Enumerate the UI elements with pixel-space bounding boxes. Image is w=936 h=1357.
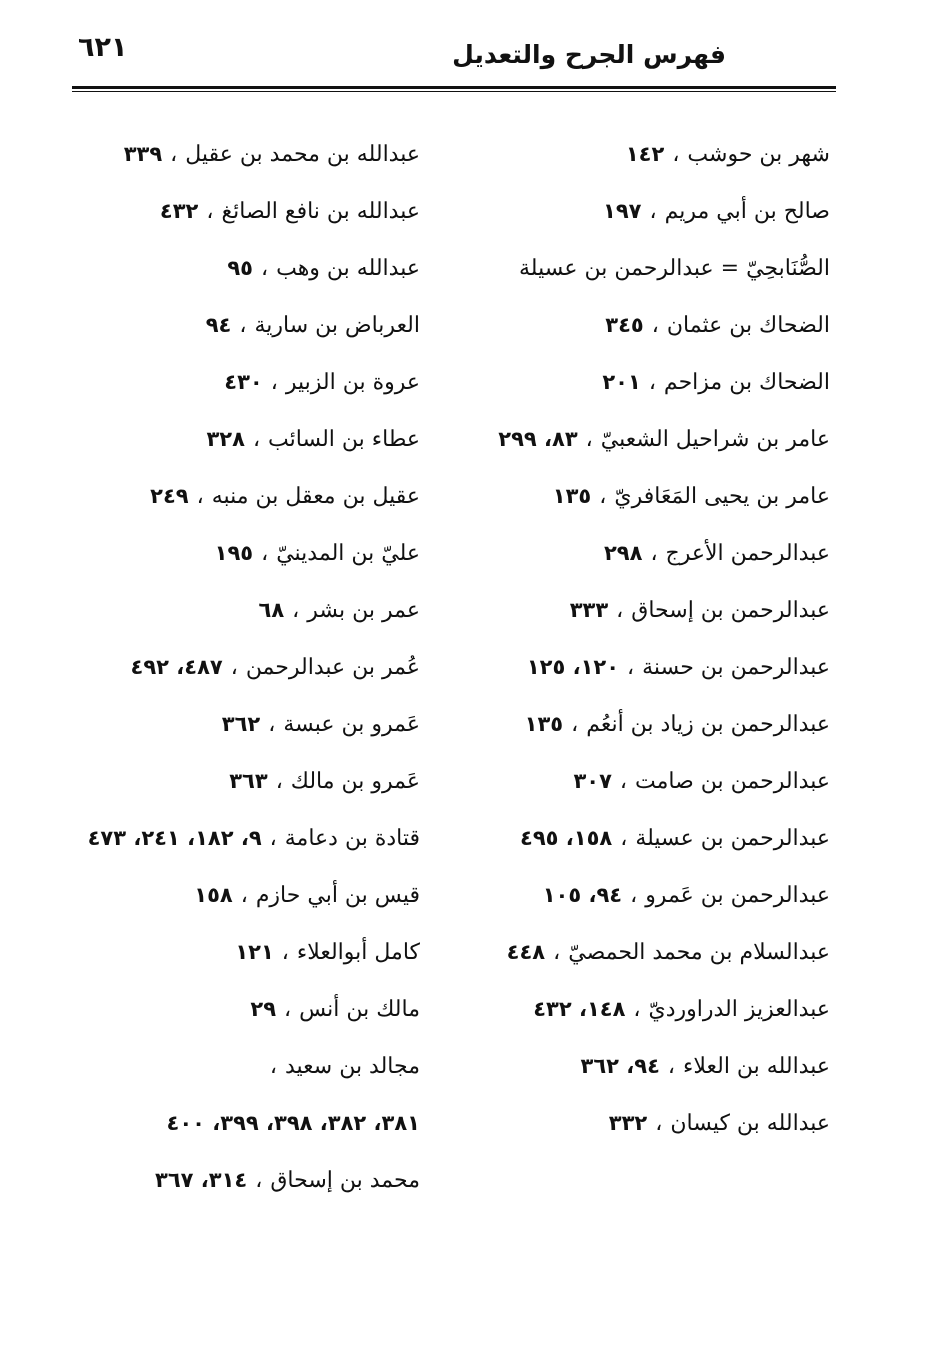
index-entry — [490, 582, 830, 639]
entry-pages: ١٩٥ — [214, 541, 254, 565]
index-entry — [490, 525, 830, 582]
entry-name: مجالد بن سعيد — [284, 1054, 420, 1079]
header-rule-thin — [72, 91, 836, 92]
entry-separator: ، — [255, 1168, 263, 1193]
entry-pages: ٩٤، ١٠٥ — [542, 883, 623, 907]
entry-separator: ، — [196, 484, 204, 509]
index-entry — [70, 468, 420, 525]
index-entry — [70, 354, 420, 411]
entry-pages: ٣٦٣ — [229, 769, 268, 793]
entry-pages: ١٣٥ — [524, 712, 564, 736]
entry-pages: ٤٣٠ — [224, 370, 263, 394]
entry-separator: ، — [651, 313, 659, 338]
index-entry — [70, 1038, 420, 1152]
entry-pages: ١٥٨، ٤٩٥ — [520, 826, 613, 850]
entry-separator: ، — [649, 199, 657, 224]
entry-pages: ٩، ١٨٢، ٢٤١، ٤٧٣ — [87, 826, 262, 850]
entry-pages: ٢٠١ — [602, 370, 641, 394]
entry-separator: ، — [260, 256, 269, 281]
entry-name: عليّ بن المدينيّ — [276, 541, 420, 566]
entry-name: قتادة بن دعامة — [284, 826, 420, 851]
entry-pages: ٤٨٧، ٤٩٢ — [130, 655, 223, 679]
entry-name: عبدالرحمن بن حسنة — [642, 655, 830, 680]
index-entry — [490, 981, 830, 1038]
index-entry — [490, 126, 830, 183]
entry-pages: ٣٠٧ — [573, 769, 612, 793]
index-entry — [70, 297, 420, 354]
entry-name: عامر بن شراحيل الشعبيّ — [600, 427, 830, 452]
entry-name: الضحاك بن مزاحم — [663, 370, 830, 395]
entry-separator: ، — [619, 769, 628, 794]
entry-separator: ، — [630, 883, 638, 908]
entry-name: عبدالله بن محمد بن عقيل — [185, 142, 420, 167]
entry-separator: ، — [170, 142, 178, 167]
index-column-right — [490, 126, 830, 1152]
entry-name: عَمرو بن مالك — [290, 769, 420, 794]
entry-separator: ، — [252, 427, 261, 452]
index-entry — [70, 525, 420, 582]
entry-pages: ١٩٧ — [603, 199, 642, 223]
entry-name: عطاء بن السائب — [268, 427, 420, 452]
index-entry — [490, 1095, 830, 1152]
index-entry — [70, 810, 420, 867]
entry-name: عبدالسلام بن محمد الحمصيّ — [568, 940, 830, 965]
entry-name: محمد بن إسحاق — [270, 1168, 420, 1193]
entry-pages: ١٣٥ — [552, 484, 592, 508]
entry-name: عبدالرحمن بن إسحاق — [631, 598, 830, 623]
entry-name: عقيل بن معقل بن منبه — [211, 484, 420, 509]
entry-pages: ١٢١ — [235, 940, 274, 964]
index-entry — [490, 924, 830, 981]
entry-pages: ٣٣٩ — [123, 142, 163, 166]
index-entry — [490, 183, 830, 240]
index-entry — [70, 411, 420, 468]
index-entry — [70, 867, 420, 924]
index-entry — [70, 1152, 420, 1209]
entry-name: عبدالله بن العلاء — [683, 1054, 830, 1079]
entry-pages: ٢٤٩ — [150, 484, 189, 508]
entry-separator: ، — [599, 484, 607, 509]
entry-separator: ، — [292, 598, 300, 623]
entry-pages: ١٢٠، ١٢٥ — [526, 655, 620, 679]
index-entry — [490, 240, 830, 297]
entry-pages: ٤٤٨ — [506, 940, 546, 964]
entry-separator: ، — [268, 712, 276, 737]
entry-separator: ، — [585, 427, 593, 452]
index-entry — [70, 639, 420, 696]
entry-name: عبدالله بن نافع الصائغ — [221, 199, 420, 224]
entry-separator: ، — [281, 940, 289, 965]
entry-separator: ، — [672, 142, 680, 167]
entry-pages: ٨٣، ٢٩٩ — [498, 427, 578, 451]
entry-pages: ٣٢٨ — [206, 427, 245, 451]
entry-separator: ، — [284, 997, 292, 1022]
index-entry — [70, 981, 420, 1038]
index-entry — [490, 468, 830, 525]
entry-separator: ، — [269, 1054, 277, 1079]
entry-pages: ٤٣٢ — [159, 199, 199, 223]
entry-name: شهر بن حوشب — [687, 142, 830, 167]
entry-name: عروة بن الزبير — [285, 370, 420, 395]
entry-name: عبدالرحمن الأعرج — [665, 541, 830, 566]
entry-name: صالح بن أبي مريم — [664, 199, 830, 224]
entry-name: الصُّنَابحِيّ = عبدالرحمن بن عسيلة — [519, 256, 830, 281]
entry-name: مالك بن أنس — [299, 997, 420, 1022]
entry-separator: ، — [627, 655, 635, 680]
index-entry — [490, 867, 830, 924]
index-entry — [490, 354, 830, 411]
entry-name: عُمر بن عبدالرحمن — [245, 655, 420, 680]
entry-pages: ٩٤ — [205, 313, 232, 337]
header-rule-thick — [72, 86, 836, 89]
entry-pages: ٣٤٥ — [605, 313, 644, 337]
entry-name: عَمرو بن عبسة — [283, 712, 420, 737]
page-header — [72, 28, 836, 88]
index-entry — [490, 639, 830, 696]
entry-separator: ، — [655, 1111, 663, 1136]
index-entry — [70, 126, 420, 183]
entry-pages: ٦٨ — [258, 598, 285, 622]
entry-name: العرباض بن سارية — [254, 313, 420, 338]
entry-name: عبدالله بن وهب — [276, 256, 420, 281]
page-number: ٦٢١ — [78, 32, 128, 63]
index-entry — [490, 411, 830, 468]
entry-pages: ٣٦٢ — [221, 712, 261, 736]
entry-pages: ٣٣٢ — [608, 1111, 648, 1135]
index-entry — [70, 753, 420, 810]
entry-name: عبدالرحمن بن صامت — [635, 769, 830, 794]
entry-name: عبدالرحمن بن زياد بن أنعُم — [586, 712, 830, 737]
index-column-left — [70, 126, 420, 1209]
entry-separator: ، — [239, 313, 247, 338]
entry-pages: ٢٩٨ — [603, 541, 643, 565]
entry-name: الضحاك بن عثمان — [666, 313, 830, 338]
index-entry — [70, 924, 420, 981]
index-entry — [70, 582, 420, 639]
entry-name: عبدالرحمن بن عسيلة — [635, 826, 830, 851]
entry-separator: ، — [269, 826, 277, 851]
running-title: فهرس الجرح والتعديل — [452, 40, 726, 69]
index-entry — [490, 753, 830, 810]
entry-name: كامل أبوالعلاء — [296, 940, 420, 965]
entry-name: عبدالله بن كيسان — [670, 1111, 830, 1136]
entry-separator: ، — [275, 769, 283, 794]
index-entry — [70, 240, 420, 297]
index-entry — [70, 696, 420, 753]
index-entry — [490, 696, 830, 753]
entry-pages: ١٥٨ — [194, 883, 233, 907]
entry-pages: ٣٨١، ٣٨٢، ٣٩٨، ٣٩٩، ٤٠٠ — [166, 1111, 420, 1135]
entry-separator: ، — [270, 370, 278, 395]
entry-name: عبدالعزيز الدراورديّ — [648, 997, 830, 1022]
entry-separator: ، — [230, 655, 238, 680]
entry-pages: ٩٤، ٣٦٢ — [580, 1054, 660, 1078]
index-entry — [490, 1038, 830, 1095]
entry-separator: ، — [553, 940, 561, 965]
entry-separator: ، — [571, 712, 579, 737]
entry-separator: ، — [240, 883, 248, 908]
entry-separator: ، — [650, 541, 658, 566]
index-entry — [490, 297, 830, 354]
entry-name: عبدالرحمن بن عَمرو — [645, 883, 830, 908]
entry-pages: ١٤٨، ٤٣٢ — [533, 997, 626, 1021]
entry-name: عمر بن بشر — [307, 598, 420, 623]
entry-separator: ، — [620, 826, 628, 851]
entry-separator: ، — [633, 997, 641, 1022]
index-entry — [70, 183, 420, 240]
entry-separator: ، — [667, 1054, 676, 1079]
entry-pages: ٢٩ — [250, 997, 277, 1021]
entry-separator: ، — [206, 199, 214, 224]
entry-pages: ٣١٤، ٣٦٧ — [155, 1168, 248, 1192]
entry-pages: ٩٥ — [227, 256, 253, 280]
entry-name: عامر بن يحيى المَعَافريّ — [614, 484, 830, 509]
entry-separator: ، — [616, 598, 624, 623]
entry-separator: ، — [648, 370, 656, 395]
entry-pages: ١٤٢ — [625, 142, 665, 166]
entry-separator: ، — [261, 541, 269, 566]
index-entry — [490, 810, 830, 867]
entry-pages: ٣٣٣ — [569, 598, 609, 622]
entry-name: قيس بن أبي حازم — [255, 883, 420, 908]
